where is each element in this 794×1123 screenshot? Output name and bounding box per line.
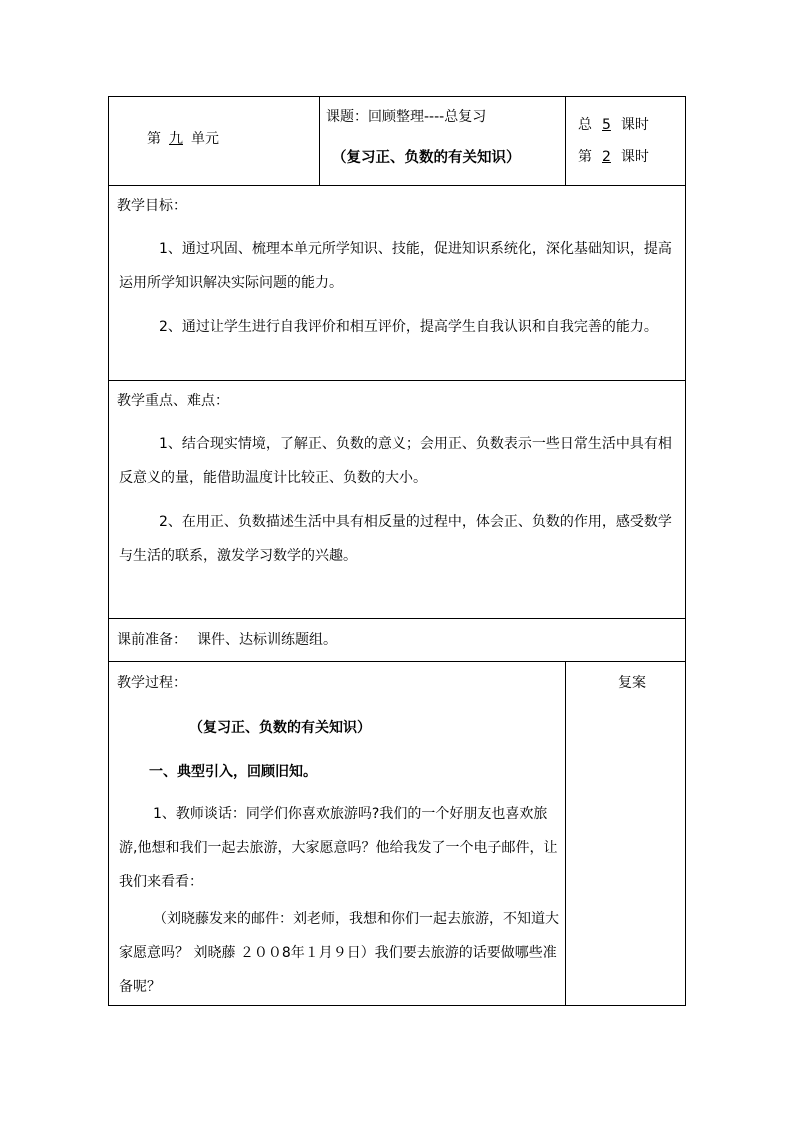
process-heading: 教学过程： [117,675,187,691]
key-points-heading: 教学重点、难点： [117,393,229,409]
process-cell [109,662,566,1006]
unit-number: 九 [169,131,183,147]
process-paragraph-1: 1、教师谈话：同学们你喜欢旅游吗?我们的一个好朋友也喜欢旅游,他想和我们一起去旅游，大家愿意吗？他给我发了一个电子邮件，让我们来看看： [119,806,558,890]
side-notes-cell [566,662,686,1006]
goal-item-1: 1、通过巩固、梳理本单元所学知识、技能，促进知识系统化，深化基础知识，提高运用所学知识解决实际问题的能力。 [119,241,672,291]
topic-cell [320,97,566,186]
key-point-item-1: 1、结合现实情境，了解正、负数的意义；会用正、负数表示一些日常生活中具有相反意义的量，能借助温度计比较正、负数的大小。 [119,436,672,486]
unit-cell [109,97,320,186]
process-subtitle: （复习正、负数的有关知识） [189,720,371,736]
preparation-row [109,619,686,662]
key-points-row [109,381,686,619]
topic-subtitle: （复习正、负数的有关知识） [332,150,521,166]
period-cell [566,97,686,186]
side-notes-label: 复案 [618,675,646,691]
goals-heading: 教学目标： [117,198,187,214]
preparation-content: 课件、达标训练题组。 [197,632,337,648]
current-period: 第 2 课时 [578,149,649,165]
key-points-cell [109,381,686,619]
process-paragraph-2: （刘晓藤发来的邮件：刘老师，我想和你们一起去旅游，不知道大家愿意吗？ 刘晓藤 ２００8年１月９日）我们要去旅游的话要做哪些准备呢？ [119,911,559,995]
total-periods-value: 5 [602,117,611,133]
lesson-plan-table [108,96,686,1006]
header-row [109,97,686,186]
goals-cell [109,186,686,381]
preparation-label: 课前准备： [117,632,187,648]
goals-row [109,186,686,381]
preparation-cell [109,619,686,662]
section-title: 一、典型引入，回顾旧知。 [149,764,317,780]
process-row [109,662,686,1006]
topic-line: 课题：回顾整理----总复习 [326,109,487,125]
unit-label: 第 九 单元 [147,131,219,147]
total-periods: 总 5 课时 [578,117,649,133]
preparation-line [117,630,337,650]
key-point-item-2: 2、在用正、负数描述生活中具有相反量的过程中，体会正、负数的作用，感受数学与生活的联系，激发学习数学的兴趣。 [119,514,672,564]
topic-title: 回顾整理----总复习 [368,109,487,125]
goal-item-2: 2、通过让学生进行自我评价和相互评价，提高学生自我认识和自我完善的能力。 [159,319,658,335]
current-period-value: 2 [602,149,611,165]
